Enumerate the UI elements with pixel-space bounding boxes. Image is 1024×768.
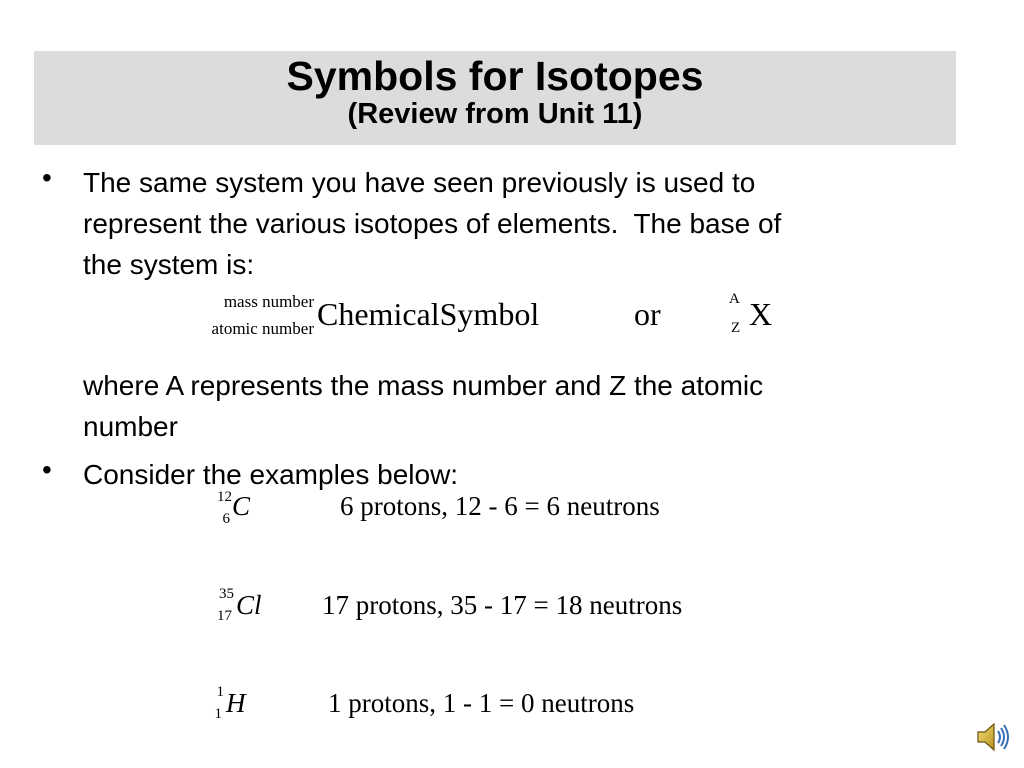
isotope-description: 6 protons, 12 - 6 = 6 neutrons (340, 491, 660, 521)
isotope-description: 17 protons, 35 - 17 = 18 neutrons (322, 590, 683, 620)
mass-number: 12 (217, 489, 232, 505)
mass-number: 1 (216, 684, 224, 700)
atomic-number-label: atomic number (211, 319, 314, 338)
chemical-symbol-text: ChemicalSymbol (317, 296, 540, 332)
where-line-1: where A represents the mass number and Z the atomic (83, 370, 764, 401)
bullet-1-line-2: represent the various isotopes of elements. The base of (83, 208, 782, 239)
bullet-2-text: Consider the examples below: (83, 459, 459, 490)
atomic-number: 1 (214, 706, 222, 722)
element-X: X (749, 296, 773, 332)
slide-title: Symbols for Isotopes (286, 53, 704, 99)
atomic-number: 17 (217, 608, 232, 624)
bullet-marker: • (42, 454, 52, 485)
or-text: or (634, 296, 661, 332)
atomic-number: 6 (222, 511, 230, 527)
mass-number-label: mass number (223, 292, 314, 311)
speaker-icon[interactable] (974, 718, 1012, 756)
bullet-1-line-1: The same system you have seen previously is used to (83, 167, 756, 198)
where-line-2: number (83, 411, 178, 442)
bullet-1-line-3: the system is: (83, 249, 255, 280)
mass-number-A: A (729, 291, 740, 307)
element-symbol: Cl (236, 590, 262, 620)
atomic-number-Z: Z (731, 320, 741, 336)
bullet-marker: • (42, 162, 52, 193)
element-symbol: H (226, 688, 246, 718)
slide-subtitle: (Review from Unit 11) (347, 98, 643, 130)
title-banner (34, 51, 956, 145)
mass-number: 35 (219, 586, 234, 602)
element-symbol: C (232, 491, 251, 521)
isotope-description: 1 protons, 1 - 1 = 0 neutrons (328, 688, 635, 718)
